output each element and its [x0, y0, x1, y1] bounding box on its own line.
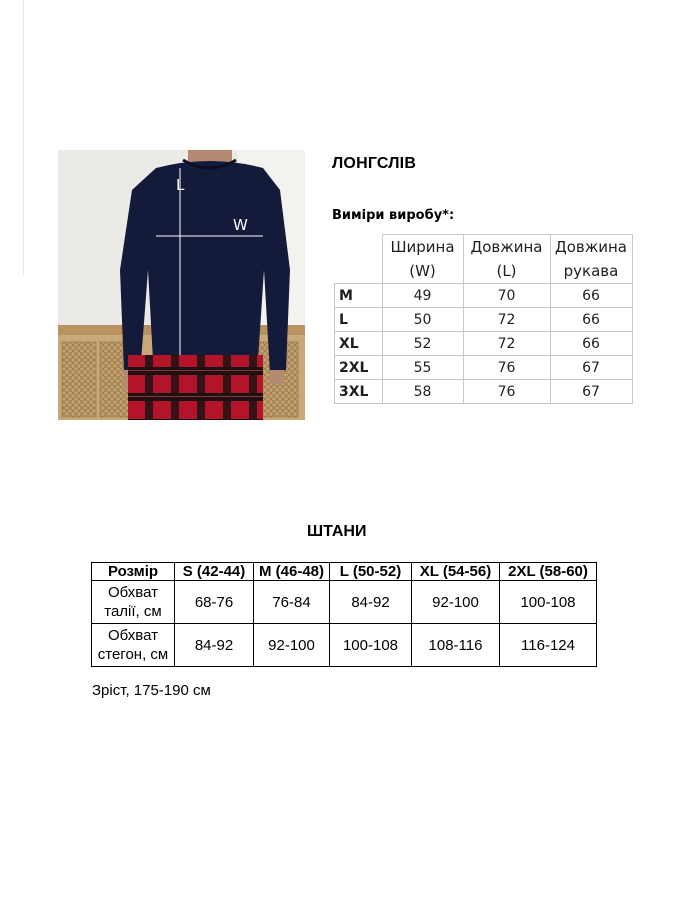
table-cell: 100-108	[500, 581, 597, 624]
pants-size-table	[91, 562, 597, 667]
table-cell: 92-100	[254, 624, 330, 667]
table-header-cell: L (50-52)	[330, 563, 412, 581]
table-cell: 67	[550, 380, 632, 404]
table-header-cell: Розмір	[92, 563, 175, 581]
table-header-cell: M (46-48)	[254, 563, 330, 581]
size-cell: XL	[335, 332, 383, 356]
size-cell: 3XL	[335, 380, 383, 404]
table-row	[335, 332, 633, 356]
table-cell: 72	[463, 332, 550, 356]
table-cell: 49	[382, 284, 463, 308]
table-cell: 84-92	[175, 624, 254, 667]
table-header-cell: Ширина (W)	[382, 235, 463, 284]
table-row	[335, 356, 633, 380]
table-cell: 100-108	[330, 624, 412, 667]
table-row	[92, 581, 597, 624]
table-header-cell: Довжина (L)	[463, 235, 550, 284]
table-header-cell: 2XL (58-60)	[500, 563, 597, 581]
table-cell: 92-100	[412, 581, 500, 624]
table-row	[335, 380, 633, 404]
table-cell: 70	[463, 284, 550, 308]
size-cell: L	[335, 308, 383, 332]
size-cell: 2XL	[335, 356, 383, 380]
table-cell: 76	[463, 356, 550, 380]
table-cell: 68-76	[175, 581, 254, 624]
table-cell: 66	[550, 332, 632, 356]
table-cell: 108-116	[412, 624, 500, 667]
table-cell: 76-84	[254, 581, 330, 624]
table-header-cell: S (42-44)	[175, 563, 254, 581]
table-cell: 66	[550, 308, 632, 332]
row-label-cell: Обхват талії, см	[92, 581, 175, 624]
table-header-cell: Довжина рукава	[550, 235, 632, 284]
table-cell: 66	[550, 284, 632, 308]
table-cell: 58	[382, 380, 463, 404]
table-cell: 67	[550, 356, 632, 380]
table-cell: 55	[382, 356, 463, 380]
table-cell: 84-92	[330, 581, 412, 624]
width-marker-label: W	[233, 216, 248, 234]
size-cell: M	[335, 284, 383, 308]
table-cell: 72	[463, 308, 550, 332]
table-header-cell	[335, 235, 383, 284]
longsleeve-subtitle: Виміри виробу*:	[332, 208, 455, 223]
table-cell: 76	[463, 380, 550, 404]
table-row	[335, 284, 633, 308]
pants-title: ШТАНИ	[307, 523, 367, 540]
table-header-cell: XL (54-56)	[412, 563, 500, 581]
table-row	[92, 624, 597, 667]
table-cell: 116-124	[500, 624, 597, 667]
row-label-cell: Обхват стегон, см	[92, 624, 175, 667]
page-margin-line	[23, 0, 24, 275]
length-marker-label: L	[176, 176, 185, 194]
table-row	[335, 308, 633, 332]
longsleeve-size-table	[334, 234, 633, 404]
longsleeve-title: ЛОНГСЛІВ	[332, 155, 417, 172]
height-note: Зріст, 175-190 см	[92, 682, 211, 699]
table-header-row	[92, 563, 597, 581]
product-photo	[58, 150, 305, 420]
table-cell: 50	[382, 308, 463, 332]
table-header-row	[335, 235, 633, 284]
table-cell: 52	[382, 332, 463, 356]
